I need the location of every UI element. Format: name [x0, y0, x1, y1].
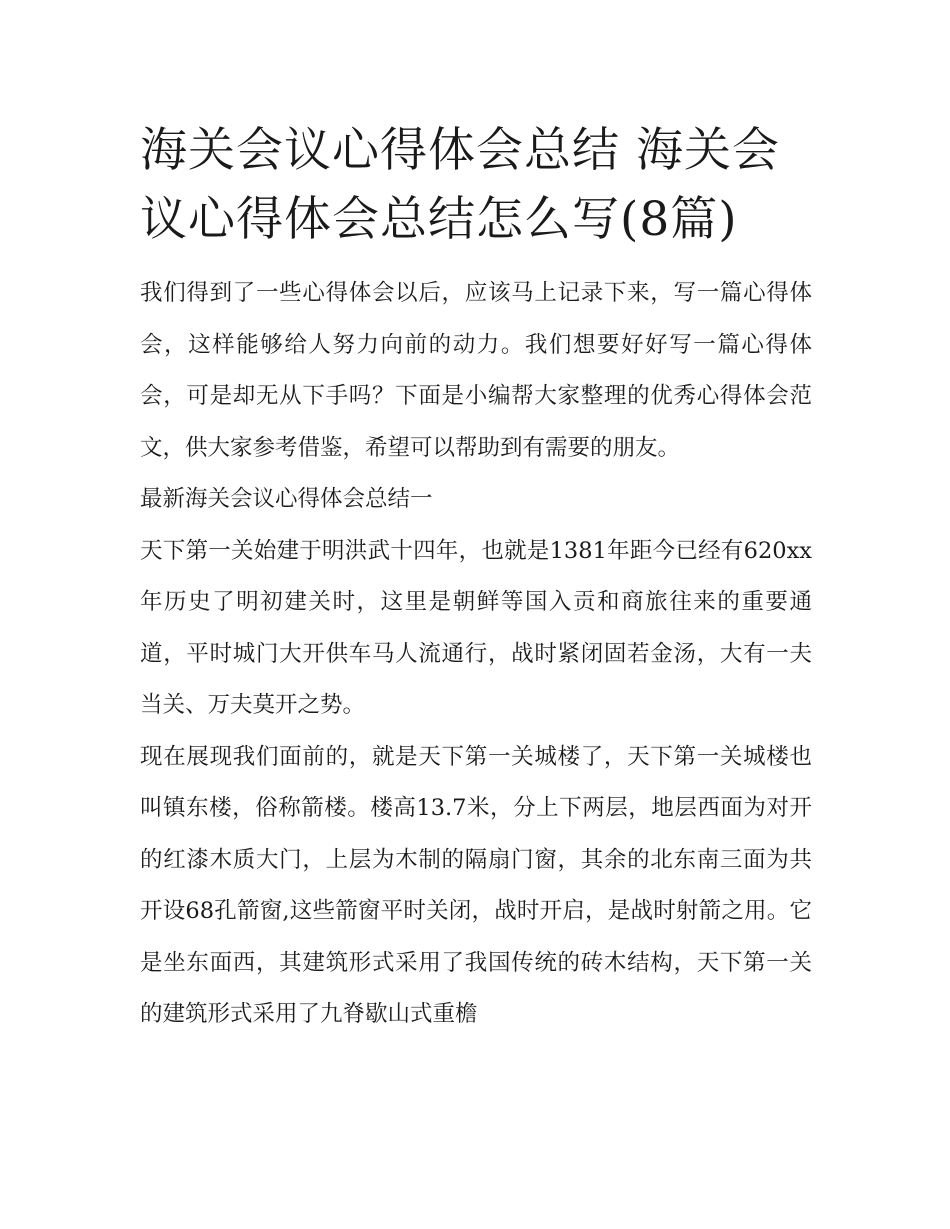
- intro-paragraph: 我们得到了一些心得体会以后，应该马上记录下来，写一篇心得体会，这样能够给人努力向前的动力。我们想要好好写一篇心得体会，可是却无从下手吗？下面是小编帮大家整理的优秀心得体会范文，供大家参考借鉴，希望可以帮助到有需要的朋友。: [140, 280, 812, 461]
- body-paragraph-2: 现在展现我们面前的，就是天下第一关城楼了，天下第一关城楼也叫镇东楼，俗称箭楼。楼高13.7米，分上下两层，地层西面为对开的红漆木质大门，上层为木制的隔扇门窗，其余的北东南三面为共开设68孔箭窗,这些箭窗平时关闭，战时开启，是战时射箭之用。它是坐东面西，其建筑形式采用了我国传统的砖木结构，天下第一关的建筑形式采用了九脊歇山式重檐: [140, 743, 812, 1027]
- body-paragraph-1: 天下第一关始建于明洪武十四年，也就是1381年距今已经有620xx年历史了明初建关时，这里是朝鲜等国入贡和商旅往来的重要通道，平时城门大开供车马人流通行，战时紧闭固若金汤，大有一夫当关、万夫莫开之势。: [140, 537, 812, 718]
- document-body: [140, 116, 812, 1041]
- section-heading: 最新海关会议心得体会总结一: [140, 486, 433, 512]
- document-title: 海关会议心得体会总结 海关会议心得体会总结怎么写(8篇): [140, 123, 780, 247]
